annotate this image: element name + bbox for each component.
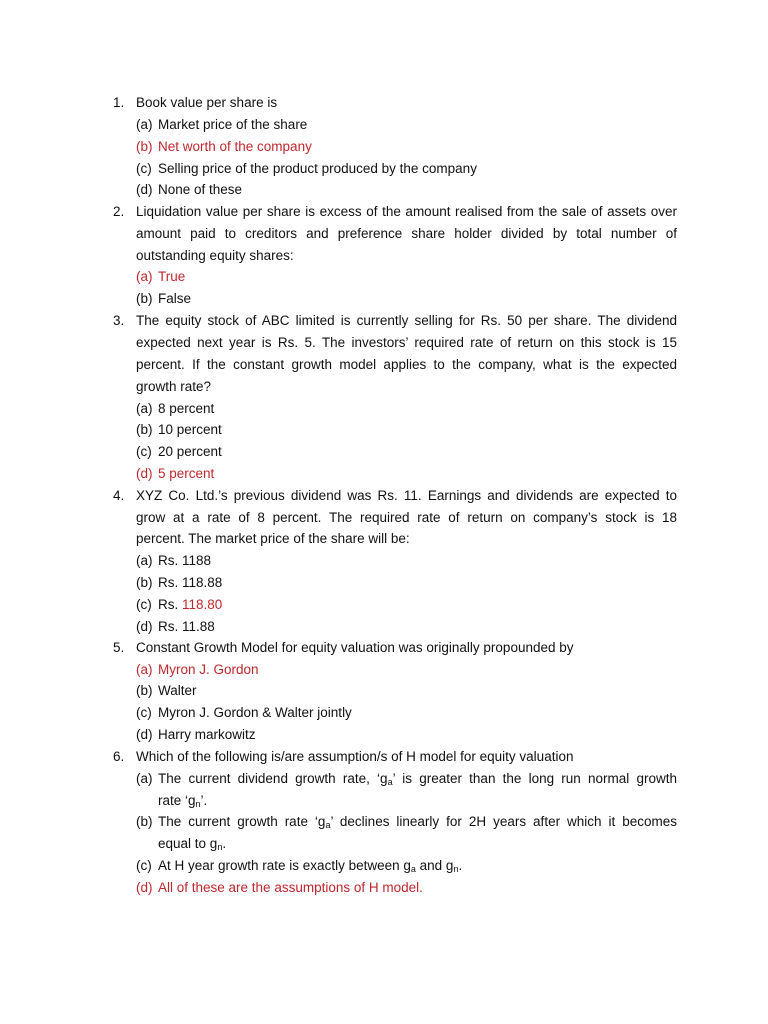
option-text	[158, 857, 677, 875]
question-text: Book value per share is	[136, 95, 278, 110]
option-text: Market price of the share	[158, 117, 308, 132]
option-text	[158, 792, 207, 810]
option-text: Myron J. Gordon	[158, 662, 259, 677]
option-text: Myron J. Gordon & Walter jointly	[158, 705, 352, 720]
option-text-part: .	[222, 836, 227, 851]
question-text: amount paid to creditors and preference share holder divided by total number of	[136, 226, 677, 241]
option-text: Net worth of the company	[158, 139, 312, 154]
option-text-prefix: Rs.	[158, 597, 183, 612]
question-text: percent. The market price of the share will be:	[136, 531, 410, 546]
option-text: Rs. 118.88	[158, 575, 223, 590]
question-text: grow at a rate of 8 percent. The required rate of return on company’s stock is 18	[136, 510, 677, 525]
option-label: (b)	[136, 422, 153, 437]
option-label: (b)	[136, 814, 153, 829]
question-number: 3.	[113, 313, 125, 328]
option-text-part: ’.	[200, 793, 208, 808]
option-text: All of these are the assumptions of H model.	[158, 880, 423, 895]
option-label: (a)	[136, 662, 153, 677]
option-label: (c)	[136, 161, 152, 176]
option-label: (c)	[136, 444, 152, 459]
option-label: (b)	[136, 291, 153, 306]
option-label: (b)	[136, 139, 153, 154]
option-text-part: ’ is greater than the long run normal growth	[392, 771, 677, 786]
question-number: 4.	[113, 488, 125, 503]
question-text: Which of the following is/are assumption/s of H model for equity valuation	[136, 749, 574, 764]
question-text: XYZ Co. Ltd.’s previous dividend was Rs. 11. Earnings and dividends are expected to	[136, 488, 677, 503]
question-text: The equity stock of ABC limited is currently selling for Rs. 50 per share. The dividend	[136, 313, 677, 328]
option-label: (a)	[136, 553, 153, 568]
option-label: (d)	[136, 619, 153, 634]
option-label: (b)	[136, 575, 153, 590]
question-text: growth rate?	[136, 379, 212, 394]
option-text-part: rate ‘g	[158, 793, 196, 808]
option-text: 8 percent	[158, 401, 215, 416]
option-label: (a)	[136, 771, 153, 786]
option-text: Walter	[158, 683, 197, 698]
option-text-part: At H year growth rate is exactly between g	[158, 858, 411, 873]
option-text-part: The current dividend growth rate, ‘g	[158, 771, 388, 786]
option-label: (d)	[136, 182, 153, 197]
option-label: (b)	[136, 683, 153, 698]
option-text: True	[158, 269, 186, 284]
question-text: outstanding equity shares:	[136, 248, 294, 263]
subscript: a	[325, 820, 331, 830]
subscript: n	[217, 842, 223, 852]
option-text-part: and g	[415, 858, 454, 873]
option-text: Rs. 11.88	[158, 619, 215, 634]
option-text	[158, 596, 677, 614]
question-text: percent. If the constant growth model applies to the company, what is the expected	[136, 357, 677, 372]
option-label: (a)	[136, 401, 153, 416]
option-label: (c)	[136, 597, 152, 612]
question-number: 2.	[113, 204, 125, 219]
option-text-part: The current growth rate ‘g	[158, 814, 326, 829]
option-label: (c)	[136, 705, 152, 720]
option-label: (a)	[136, 117, 153, 132]
option-text: Selling price of the product produced by the company	[158, 161, 477, 176]
option-text	[158, 813, 677, 831]
question-text: Constant Growth Model for equity valuation was originally propounded by	[136, 640, 574, 655]
answer-highlight: 118.80	[182, 597, 223, 612]
subscript: n	[453, 864, 459, 874]
option-label: (c)	[136, 858, 152, 873]
question-text: Liquidation value per share is excess of the amount realised from the sale of assets over	[136, 204, 677, 219]
question-text: expected next year is Rs. 5. The investors’ required rate of return on this stock is 15	[136, 335, 677, 350]
option-text-part: ’ declines linearly for 2H years after which it becomes	[330, 814, 678, 829]
question-number: 5.	[113, 640, 125, 655]
option-text: 5 percent	[158, 466, 215, 481]
option-text-part: .	[458, 858, 463, 873]
option-label: (a)	[136, 269, 153, 284]
option-text: Rs. 1188	[158, 553, 212, 568]
question-number: 1.	[113, 95, 125, 110]
subscript: n	[195, 799, 201, 809]
option-text: 20 percent	[158, 444, 222, 459]
option-text: Harry markowitz	[158, 727, 256, 742]
option-text: None of these	[158, 182, 243, 197]
option-text: 10 percent	[158, 422, 222, 437]
question-number: 6.	[113, 749, 125, 764]
option-label: (d)	[136, 466, 153, 481]
option-label: (d)	[136, 727, 153, 742]
option-text	[158, 770, 677, 788]
option-text	[158, 835, 226, 853]
subscript: a	[410, 864, 416, 874]
subscript: a	[387, 777, 393, 787]
option-text-part: equal to g	[158, 836, 218, 851]
option-label: (d)	[136, 880, 153, 895]
option-text: False	[158, 291, 192, 306]
